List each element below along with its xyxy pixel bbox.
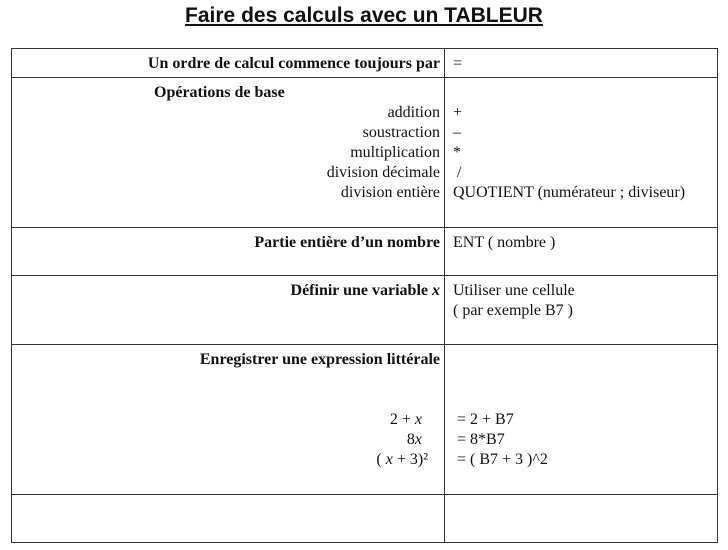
op-integer-division-label: division entière xyxy=(340,184,440,201)
op-integer-division-value: QUOTIENT (numérateur ; diviseur) xyxy=(453,184,686,201)
op-multiplication-label: multiplication xyxy=(350,144,440,161)
op-multiplication-value: * xyxy=(453,144,461,161)
table-row xyxy=(12,228,718,276)
table-row xyxy=(12,345,718,495)
ent-label: Partie entière d’un nombre xyxy=(254,234,440,251)
var-value-line2: ( par exemple B7 ) xyxy=(453,302,573,319)
op-decimal-division-value: / xyxy=(453,164,462,181)
row-ops-label xyxy=(12,78,445,228)
var-label: Définir une variable xyxy=(290,282,428,299)
order-label: Un ordre de calcul commence toujours par xyxy=(147,55,440,72)
op-subtraction-label: soustraction xyxy=(362,124,440,141)
page-title: Faire des calculs avec un TABLEUR xyxy=(185,4,543,27)
row-expr-values xyxy=(445,345,718,495)
op-addition-label: addition xyxy=(387,104,440,121)
var-symbol: x xyxy=(432,282,440,299)
expr-1-value: = 2 + B7 xyxy=(453,411,514,428)
order-value: = xyxy=(453,55,463,72)
ops-heading: Opérations de base xyxy=(154,84,285,101)
expr-2-label: 8x xyxy=(406,431,422,448)
expr-2-value: = 8*B7 xyxy=(453,431,505,448)
empty-cell-right xyxy=(445,495,718,543)
row-ops-values xyxy=(445,78,718,228)
table-row xyxy=(12,495,718,543)
row-order-label xyxy=(12,49,445,78)
op-subtraction-value: – xyxy=(453,124,461,141)
table-row xyxy=(12,78,718,228)
table-row xyxy=(12,49,718,78)
op-decimal-division-label: division décimale xyxy=(326,164,440,181)
expr-heading: Enregistrer une expression littérale xyxy=(199,351,440,368)
expr-3-value: = ( B7 + 3 )^2 xyxy=(453,451,548,468)
row-order-value xyxy=(445,49,718,78)
row-var-value xyxy=(445,276,718,345)
row-ent-value xyxy=(445,228,718,276)
empty-cell-left xyxy=(12,495,445,543)
ent-value: ENT ( nombre ) xyxy=(453,234,556,251)
table-row xyxy=(12,276,718,345)
expr-1-label: 2 + x xyxy=(389,411,422,428)
var-value-line1: Utiliser une cellule xyxy=(453,282,575,299)
reference-table xyxy=(11,48,718,543)
row-var-label xyxy=(12,276,445,345)
expr-3-label: ( x + 3)² xyxy=(376,451,428,468)
row-ent-label xyxy=(12,228,445,276)
row-expr-label xyxy=(12,345,445,495)
op-addition-value: + xyxy=(453,104,463,121)
